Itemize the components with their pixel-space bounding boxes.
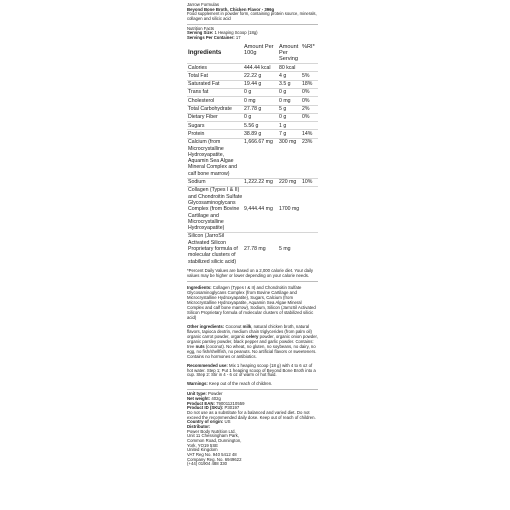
allergen-highlight: celery [246,333,259,339]
distributor-line: (+44) 01904 488 330 [187,461,228,467]
amount-per-100g: 22.22 g [243,72,278,80]
table-header-row [187,43,318,63]
ri-percent: 23% [301,138,318,178]
amount-per-serving: 80 kcal [278,64,301,72]
distributor-line: York, YO19 5SE [187,442,219,448]
info-label: Distributor: [187,423,211,429]
table-row [187,122,318,130]
nutrient-name: Saturated Fat [187,80,243,88]
serving-size-label: Serving Size: [187,30,214,36]
ingredients-section [187,286,318,321]
nutrient-name: Calories [187,64,243,72]
amount-per-100g: 27.78 g [243,105,278,113]
info-label: Product ID (SKU): [187,405,224,411]
nutrient-name: Trans fat [187,88,243,96]
amount-per-serving: 220 mg [278,178,301,186]
table-row [187,80,318,88]
column-header: Amount Per 100g [244,43,274,56]
other-ingredients-text: Coconut [224,323,243,329]
amount-per-100g: 5.56 g [243,122,278,130]
ri-percent: 14% [301,130,318,138]
recommended-use-text: Mix 1 heaping scoop (18 g) with 4 to 6 oz of hot water. Step 1: Put 1 heaping scoop of Beyond Bone Broth into a cup. Step 2: Stir in 4 - 6 oz of warm or hot fluid. [187,362,316,378]
recommended-use-section [187,364,318,379]
table-row [187,178,318,186]
servings-per-container [187,36,318,41]
divider [187,24,318,25]
amount-per-100g: 9,444.44 mg [243,186,278,232]
product-title: Beyond Bone Broth, Chicken Flavor - 396g [187,7,275,12]
column-header: %RI* [302,43,315,50]
amount-per-100g: 0 g [243,113,278,121]
other-ingredients-label: Other ingredients: [187,323,225,329]
product-description: Food supplement in powder form, containing protein source, minerals, collagen and silicic acid [187,11,317,21]
nutrient-name: Silicon (JarroSil Activated Silicon Proprietary formula of molecular clusters of stabilized silicic acid) [187,232,243,265]
distributor-line: Power Body Nutrition Ltd. [187,428,236,434]
table-row [187,88,318,96]
ri-percent: 0% [301,88,318,96]
ri-percent: 0% [301,113,318,121]
amount-per-serving: 1700 mg [278,186,301,232]
info-value: Powder [206,391,223,397]
amount-per-100g: 444.44 kcal [243,64,278,72]
amount-per-100g: 27.78 mg [243,232,278,265]
amount-per-serving: 0 mg [278,97,301,105]
ri-percent [301,186,318,232]
amount-per-serving: 7 g [278,130,301,138]
nutrition-table [187,43,318,265]
product-info [187,392,318,467]
daily-values-note: *Percent Daily Values are based on a 2,000 calorie diet. Your daily values may be higher or lower depending on your calorie needs. [187,268,314,279]
nutrient-name: Sodium [187,178,243,186]
ri-percent: 10% [301,178,318,186]
amount-per-serving: 1 g [278,122,301,130]
table-row [187,113,318,121]
ingredients-text: Collagen (Types I & II) and Chondroitin Sulfate Glycosaminoglycans Complex (from Bovine Cartilage and Microcrystalline Hydroxyapatite), Sugars, Calcium (from Microcrystalline Hydroxyapatite, Aquamin Sea Algae Mineral Complex and calf bone marrow), Sodium, Silicon (JarroSil Activated Silicon Proprietary formula of molecular clusters of stabilized silicic acid) [187,285,316,320]
nutrient-name: Calcium (from Microcrystalline Hydroxyapatite, Aquamin Sea Algae Mineral Complex and calf bone marrow) [187,138,243,178]
table-row [187,97,318,105]
amount-per-serving: 5 mg [278,232,301,265]
table-row [187,232,318,265]
info-value: 402g [210,396,221,402]
amount-per-serving: 3.5 g [278,80,301,88]
table-row [187,130,318,138]
ri-percent: 18% [301,80,318,88]
info-label: Country of origin: [187,419,224,425]
amount-per-100g: 0 g [243,88,278,96]
amount-per-100g: 38.89 g [243,130,278,138]
distributor-line: United Kingdom [187,447,218,453]
ingredients-label: Ingredients: [187,285,212,291]
allergen-highlight: milk [242,323,252,329]
ri-percent: 5% [301,72,318,80]
disclaimer-text: Do not use as a substitute for a balanced and varied diet. Do not exceed the recommended daily dose. Keep out of reach of children. [187,410,316,420]
nutrient-name: Cholesterol [187,97,243,105]
info-label: Product EAN: [187,400,215,406]
nutrient-name: Sugars [187,122,243,130]
nutrient-name: Dietary Fiber [187,113,243,121]
warnings-label: Warnings: [187,381,208,387]
table-row [187,138,318,178]
amount-per-100g: 0 mg [243,97,278,105]
info-value: P30197 [223,405,240,411]
info-value: US [223,419,231,425]
servings-value: 17 [234,35,241,41]
nutrition-facts-title: Nutrition Facts [187,25,214,31]
distributor-line: Unit 11 Chessingham Park, [187,433,239,439]
amount-per-serving: 0 g [278,88,301,96]
serving-size-value: 1 Heaping Scoop (18g) [213,30,258,36]
other-ingredients-text: , natural chicken broth, natural flavors, tapioca dextrin, medium chain triglycerides (from palm oil) organic carrot powder, organic [187,323,312,339]
amount-per-serving: 300 mg [278,138,301,178]
table-row [187,64,318,72]
servings-label: Servings Per Container: [187,35,235,41]
recommended-use-label: Recommended use: [187,362,228,368]
allergen-highlight: nuts [195,343,205,349]
column-header: Amount Per Serving [279,43,299,63]
other-ingredients-text: (coconut). No wheat, no gluten, no soybeans, no dairy, no egg, no fish/shellfish, no peanuts. No artificial flavors or sweeteners. Contains no hormones or antibiotics. [187,343,317,359]
nutrient-name: Total Carbohydrate [187,105,243,113]
ri-percent: 0% [301,97,318,105]
amount-per-100g: 1,666.67 mg [243,138,278,178]
distributor-line: Common Road, Dunnington, [187,437,242,443]
column-header: Ingredients [188,49,222,56]
distributor-line: VAT Reg No. 940 5412 48 [187,451,237,457]
amount-per-serving: 0 g [278,113,301,121]
distributor-line: Company Reg. No. 6949622 [187,456,242,462]
divider [187,281,318,282]
warnings-section [187,382,318,387]
info-label: Net weight: [187,396,211,402]
product-panel [187,2,318,467]
other-ingredients-section [187,325,318,360]
table-row [187,72,318,80]
warnings-text: Keep out of the reach of children. [207,381,273,387]
amount-per-100g: 1,222.22 mg [243,178,278,186]
nutrient-name: Collagen (Types I & II) and Chondroitin Sulfate Glycosaminoglycans Complex (from Bovine Cartilage and Microcrystalline Hydroxyapatite) [188,187,243,232]
table-row [187,186,318,232]
ri-percent [301,64,318,72]
brand-name: Jarrow Formulas [187,2,219,7]
ri-percent [301,232,318,265]
info-label: Unit type: [187,391,207,397]
table-row [187,105,318,113]
amount-per-100g: 19.44 g [243,80,278,88]
ri-percent: 2% [301,105,318,113]
divider [187,389,318,390]
amount-per-serving: 4 g [278,72,301,80]
other-ingredients-text: powder, organic onion powder, organic parsley powder, black pepper and garlic powder. Contains: tree [187,333,318,349]
info-value: 790011210559 [214,400,245,406]
ri-percent [301,122,318,130]
nutrient-name: Total Fat [187,72,243,80]
nutrient-name: Protein [187,130,243,138]
amount-per-serving: 5 g [278,105,301,113]
